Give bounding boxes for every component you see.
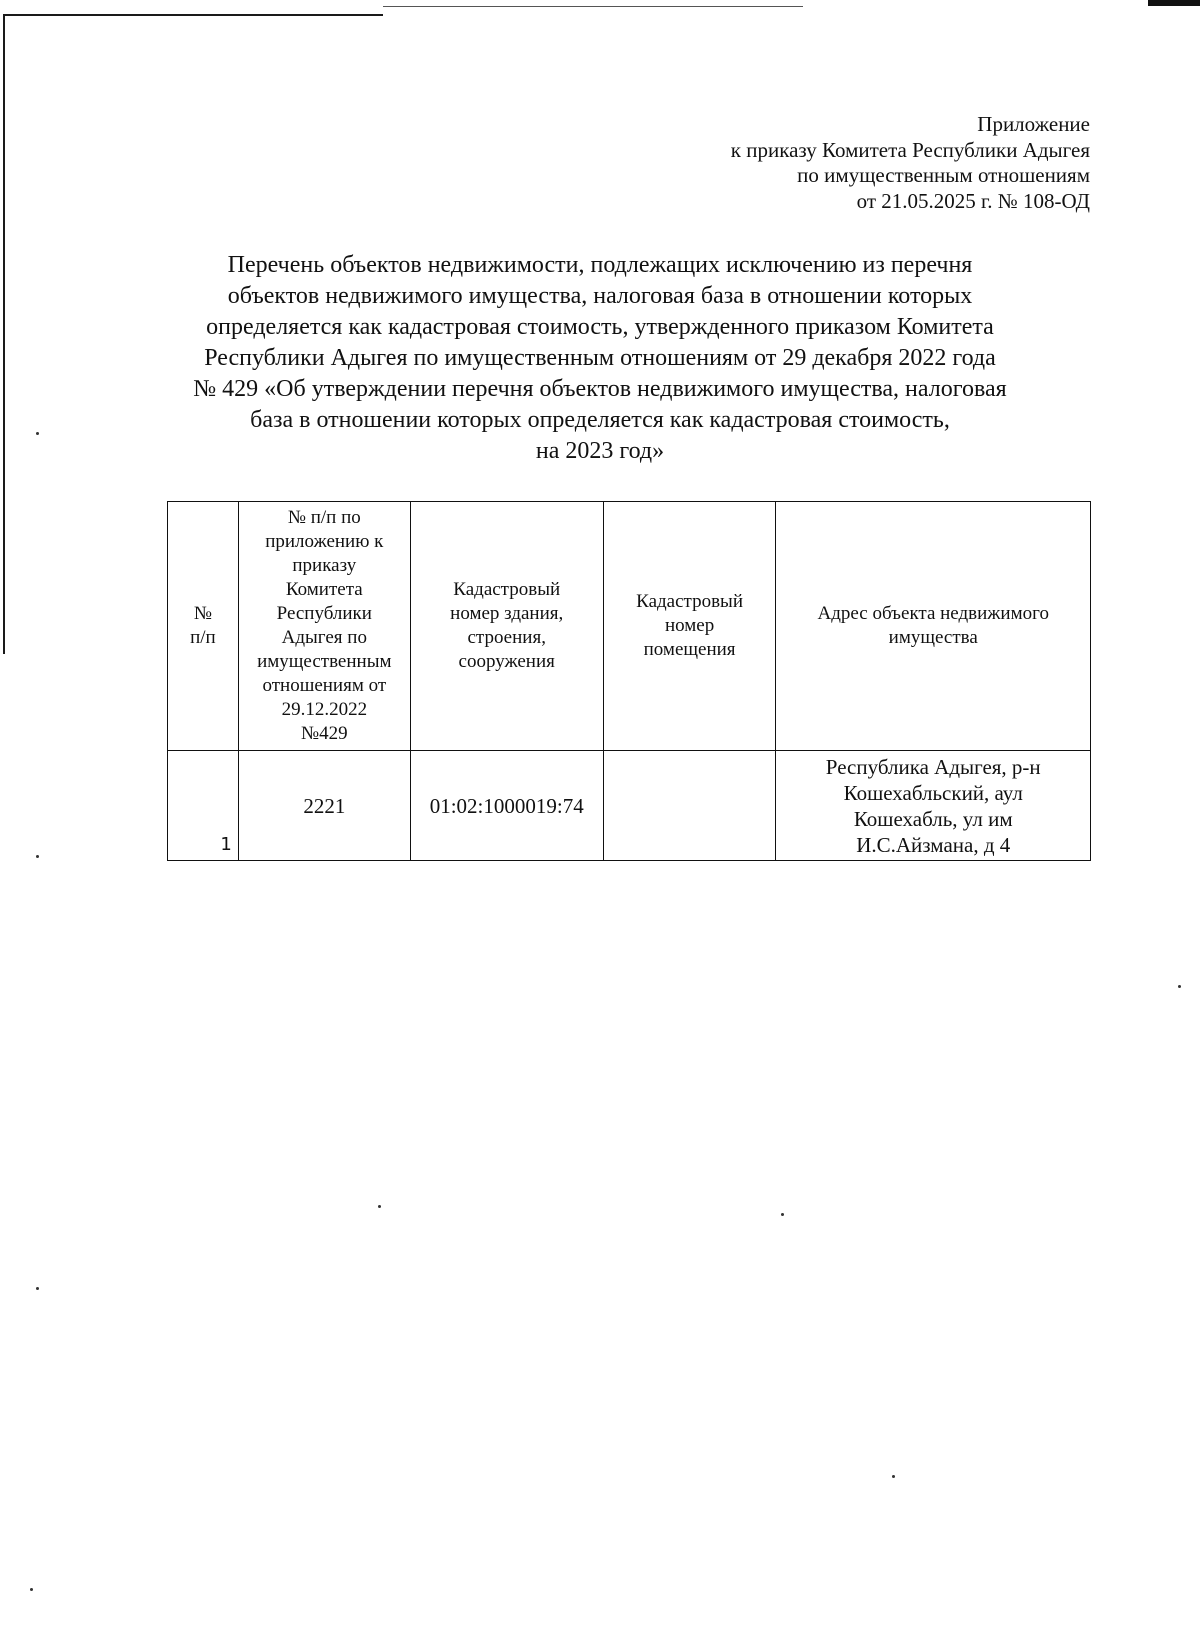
scan-edge-top bbox=[3, 14, 383, 16]
cell-room-cadastral bbox=[603, 751, 776, 861]
appendix-line: к приказу Комитета Республики Адыгея bbox=[730, 137, 1090, 162]
appendix-line: по имущественным отношениям bbox=[797, 163, 1090, 187]
title-line: объектов недвижимого имущества, налоговая база в отношении которых bbox=[227, 283, 973, 309]
scan-speck bbox=[36, 855, 39, 858]
appendix-line: Приложение bbox=[977, 112, 1090, 136]
document-title bbox=[100, 250, 1100, 467]
title-line: на 2023 год» bbox=[535, 438, 665, 464]
header-num: № п/п bbox=[168, 502, 239, 751]
title-line: Республики Адыгея по имущественным отношениям от 29 декабря 2022 года bbox=[204, 345, 996, 371]
scan-speck bbox=[36, 432, 39, 435]
cell-num: 1 bbox=[168, 751, 239, 861]
header-building-cadastral: Кадастровый номер здания, строения, сооружения bbox=[410, 502, 603, 751]
cell-building-cadastral: 01:02:1000019:74 bbox=[410, 751, 603, 861]
scan-speck bbox=[1178, 985, 1181, 988]
header-room-cadastral: Кадастровый номер помещения bbox=[603, 502, 776, 751]
scan-corner-mark bbox=[1148, 0, 1200, 6]
title-line: база в отношении которых определяется как кадастровая стоимость, bbox=[250, 407, 950, 433]
scan-speck bbox=[781, 1213, 784, 1216]
header-address: Адрес объекта недвижимого имущества bbox=[776, 502, 1091, 751]
scan-speck bbox=[30, 1588, 33, 1591]
table-row bbox=[168, 751, 1091, 861]
scan-edge-left bbox=[3, 14, 5, 654]
title-line: № 429 «Об утверждении перечня объектов недвижимого имущества, налоговая bbox=[193, 376, 1007, 402]
scan-speck bbox=[378, 1205, 381, 1208]
scan-speck bbox=[36, 1287, 39, 1290]
table-header-row bbox=[168, 502, 1091, 751]
property-list-table bbox=[167, 501, 1091, 861]
cell-ref: 2221 bbox=[238, 751, 410, 861]
scan-speck bbox=[892, 1475, 895, 1478]
scan-edge-top-faint bbox=[383, 6, 803, 7]
title-line: определяется как кадастровая стоимость, утвержденного приказом Комитета bbox=[206, 314, 994, 340]
cell-address: Республика Адыгея, р-н Кошехабльский, аул Кошехабль, ул им И.С.Айзмана, д 4 bbox=[776, 751, 1091, 861]
title-line: Перечень объектов недвижимости, подлежащих исключению из перечня bbox=[227, 252, 973, 278]
appendix-line: от 21.05.2025 г. № 108-ОД bbox=[856, 188, 1090, 213]
appendix-block bbox=[590, 112, 1090, 214]
header-ref: № п/п по приложению к приказу Комитета Республики Адыгея по имущественным отношениям от 29.12.2022 №429 bbox=[238, 502, 410, 751]
